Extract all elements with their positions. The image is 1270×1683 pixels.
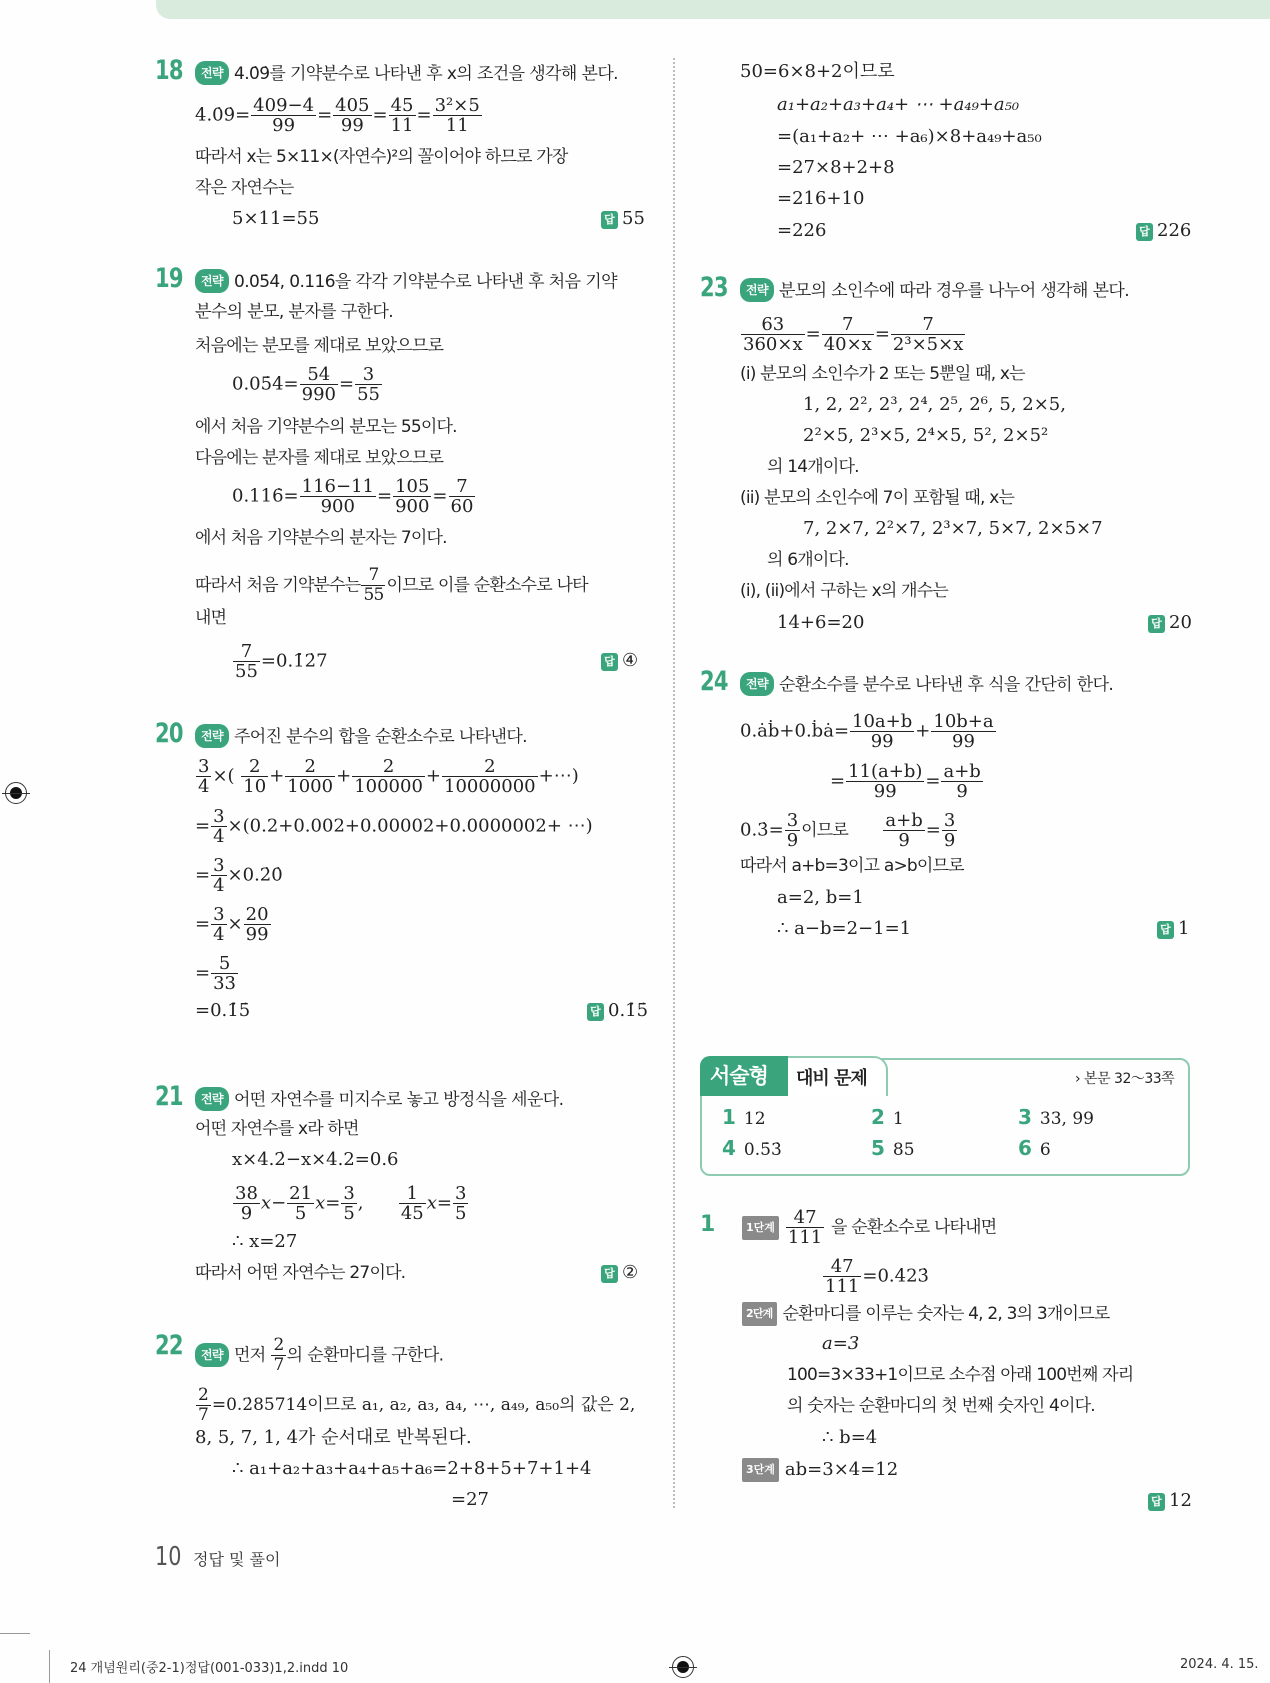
equation: =27×8+2+8 bbox=[777, 157, 895, 178]
strategy-text: 주어진 분수의 합을 순환소수로 나타낸다. bbox=[233, 727, 527, 747]
answer-badge-icon: 답 bbox=[587, 1003, 604, 1021]
strategy-badge: 전략 bbox=[195, 724, 229, 748]
strategy-text: 분수의 분모, 분자를 구한다. bbox=[195, 302, 394, 322]
equation: =226 bbox=[777, 220, 827, 241]
print-slug: 24 개념원리(중2-1)정답(001-033)1,2.indd 10 bbox=[70, 1661, 349, 1676]
essay-answer-item: 5 85 bbox=[871, 1136, 915, 1160]
answer: 답 12 bbox=[1148, 1490, 1192, 1511]
answer-badge-icon: 답 bbox=[1148, 1493, 1165, 1511]
answer: 답 1 bbox=[1157, 918, 1189, 939]
text-line: 따라서 x는 5×11×(자연수)²의 꼴이어야 하므로 가장 bbox=[195, 147, 568, 167]
text-line: 처음에는 분모를 제대로 보았으므로 bbox=[195, 336, 444, 356]
text-line: 8, 5, 7, 1, 4가 순서대로 반복된다. bbox=[195, 1427, 472, 1448]
strategy-badge: 전략 bbox=[195, 1343, 229, 1367]
equation: ∴ x=27 bbox=[232, 1231, 298, 1252]
equation: = $\frac{11(a+b)}{99}$ = $\frac{a+b}{9}$ bbox=[830, 761, 981, 802]
answer-badge-icon: 답 bbox=[1157, 921, 1174, 939]
question-number: 18 bbox=[155, 55, 183, 86]
equation: $\frac{2}{7}$ =0.2̇85714̇이므로 a₁, a₂, a₃, a₄, ⋯, a₄₉, a₅₀의 값은 2, bbox=[198, 1385, 636, 1425]
equation: a=3 bbox=[822, 1333, 860, 1354]
equation: 1, 2, 2², 2³, 2⁴, 2⁵, 2⁶, 5, 2×5, bbox=[803, 394, 1066, 415]
strategy-text: 분모의 소인수에 따라 경우를 나누어 생각해 본다. bbox=[778, 281, 1130, 301]
step-2: 2단계 순환마디를 이루는 숫자는 4, 2, 3의 3개이므로 bbox=[742, 1302, 1109, 1326]
equation: =(a₁+a₂+ ⋯ +a₆)×8+a₄₉+a₅₀ bbox=[777, 126, 1042, 147]
question-number: 24 bbox=[700, 666, 728, 697]
strategy-text: 4.0̇9̇를 기약분수로 나타낸 후 x의 조건을 생각해 본다. bbox=[233, 64, 618, 84]
text-line: 따라서 처음 기약분수는 $\frac{7}{55}$ 이므로 이를 순환소수로 나타 bbox=[195, 565, 588, 605]
strategy-badge: 전략 bbox=[740, 278, 774, 302]
text-line: (ii) 분모의 소인수에 7이 포함될 때, x는 bbox=[740, 488, 1015, 508]
answer: 답 55 bbox=[601, 208, 645, 229]
strategy-badge: 전략 bbox=[195, 61, 229, 85]
text-line: 의 숫자는 순환마디의 첫 번째 숫자인 4이다. bbox=[787, 1396, 1095, 1416]
equation: ∴ a−b=2−1=1 bbox=[777, 918, 912, 939]
strategy-badge: 전략 bbox=[195, 1087, 229, 1111]
equation: 4.0̇9̇= $\frac{409-4}{99}$ = $\frac{405}{99}$ = $\frac{45}{11}$ = $\frac{\text{3²×5}}{11}$ bbox=[195, 95, 480, 136]
answer: 답 0.1̇5̇ bbox=[587, 1000, 648, 1021]
equation: 14+6=20 bbox=[777, 612, 865, 633]
step-badge: 1단계 bbox=[742, 1216, 779, 1240]
step-1: 1단계 $\frac{47}{111}$ 을 순환소수로 나타내면 bbox=[742, 1208, 996, 1247]
strategy-text: 어떤 자연수를 미지수로 놓고 방정식을 세운다. bbox=[233, 1090, 564, 1110]
step-3: 3단계 ab=3×4=12 bbox=[742, 1458, 898, 1482]
essay-tab-label: 대비 문제 bbox=[788, 1056, 888, 1096]
question-number: 22 bbox=[155, 1330, 183, 1361]
essay-answer-item: 4 0.5̇3̇ bbox=[722, 1136, 782, 1160]
text-line: 어떤 자연수를 x라 하면 bbox=[195, 1119, 359, 1139]
equation: a₁+a₂+a₃+a₄+ ⋯ +a₄₉+a₅₀ bbox=[777, 94, 1020, 115]
equation: 7, 2×7, 2²×7, 2³×7, 5×7, 2×5×7 bbox=[803, 518, 1103, 539]
equation: = $\frac{5}{33}$ bbox=[195, 953, 236, 994]
answer: 답 20 bbox=[1148, 612, 1192, 633]
equation: =27 bbox=[451, 1489, 489, 1510]
question-number: 20 bbox=[155, 718, 183, 749]
crop-mark bbox=[0, 1633, 30, 1634]
equation: 0.116̇= $\frac{116-11}{900}$ = $\frac{105}{900}$ = $\frac{7}{60}$ bbox=[232, 476, 474, 517]
strategy-badge: 전략 bbox=[195, 269, 229, 293]
answer-badge-icon: 답 bbox=[1148, 615, 1165, 633]
page-number: 10 bbox=[155, 1542, 182, 1572]
question-number: 19 bbox=[155, 263, 183, 294]
strategy-text: 순환소수를 분수로 나타낸 후 식을 간단히 한다. bbox=[778, 675, 1114, 695]
text-line: 내면 bbox=[195, 608, 227, 628]
step-badge: 2단계 bbox=[742, 1302, 777, 1326]
equation: $\frac{3}{4}$ ×( $\frac{2}{10}$ + $\frac{2}{1000}$ + $\frac{2}{100000}$ + $\frac{2}{10000000}$ +⋯) bbox=[198, 756, 579, 797]
equation: = $\frac{3}{4}$ ×(0.2+0.002+0.00002+0.0000002+ ⋯) bbox=[195, 806, 593, 847]
equation: ∴ b=4 bbox=[822, 1427, 878, 1448]
text-line: 의 6개이다. bbox=[767, 550, 849, 570]
equation: 5×11=55 bbox=[232, 208, 320, 229]
text-line: 에서 처음 기약분수의 분모는 55이다. bbox=[195, 417, 457, 437]
equation: =216+10 bbox=[777, 188, 865, 209]
essay-answer-item: 1 12 bbox=[722, 1105, 766, 1129]
answer: 답 ④ bbox=[601, 650, 638, 671]
equation: = $\frac{3}{4}$ × $\frac{20}{99}$ bbox=[195, 904, 269, 945]
text-line: 다음에는 분자를 제대로 보았으므로 bbox=[195, 448, 444, 468]
equation: $\frac{47}{111}$ =0.4̇23̇ bbox=[825, 1256, 929, 1297]
equation: $\frac{38}{9}$ x− $\frac{21}{5}$ x= $\frac{3}{5}$ , $\frac{1}{45}$ x= $\frac{3}{5}$ bbox=[235, 1183, 467, 1224]
question-number: 21 bbox=[155, 1081, 183, 1112]
answer-badge-icon: 답 bbox=[601, 653, 618, 671]
page-reference: › 본문 32～33쪽 bbox=[1075, 1071, 1175, 1087]
answer-badge-icon: 답 bbox=[601, 1265, 618, 1283]
print-date: 2024. 4. 15. bbox=[1180, 1657, 1259, 1672]
equation: 0.3̇= $\frac{3}{9}$ 이므로 $\frac{a+b}{9}$ = $\frac{3}{9}$ bbox=[740, 810, 956, 851]
equation: 50=6×8+2이므로 bbox=[740, 61, 895, 82]
step-badge: 3단계 bbox=[742, 1458, 779, 1482]
registration-mark-icon bbox=[5, 782, 27, 804]
text-line: 의 14개이다. bbox=[767, 457, 859, 477]
equation: 0.ȧḃ+0.ḃȧ= $\frac{10a+b}{99}$ + $\frac{10b+a}{99}$ bbox=[740, 711, 994, 752]
equation: ∴ a₁+a₂+a₃+a₄+a₅+a₆=2+8+5+7+1+4 bbox=[232, 1458, 592, 1479]
question-number: 23 bbox=[700, 272, 728, 303]
equation: x×4.2̇−x×4.2=0.6 bbox=[232, 1149, 399, 1170]
strategy-badge: 전략 bbox=[740, 672, 774, 696]
text-line: 작은 자연수는 bbox=[195, 178, 294, 198]
essay-answer-item: 3 33, 99 bbox=[1018, 1105, 1094, 1129]
crop-mark bbox=[49, 1650, 50, 1683]
column-divider bbox=[673, 58, 675, 1508]
equation: 2²×5, 2³×5, 2⁴×5, 5², 2×5² bbox=[803, 425, 1049, 446]
answer: 답 ② bbox=[601, 1262, 638, 1283]
text-line: (i), (ii)에서 구하는 x의 개수는 bbox=[740, 581, 948, 601]
equation: a=2, b=1 bbox=[777, 887, 864, 908]
text-line: (i) 분모의 소인수가 2 또는 5뿐일 때, x는 bbox=[740, 364, 1025, 384]
strategy-text: 0.05̇4̇, 0.116̇을 각각 기약분수로 나타낸 후 처음 기약 bbox=[233, 272, 617, 292]
equation: $\frac{63}{360\times x}$ = $\frac{7}{40\times x}$ = $\frac{7}{\text{2³×5×x}}$ bbox=[743, 314, 964, 355]
answer-badge-icon: 답 bbox=[1136, 223, 1153, 241]
equation: = $\frac{3}{4}$ ×0.2̇0̇ bbox=[195, 855, 283, 896]
section-label: 정답 및 풀이 bbox=[193, 1550, 281, 1569]
essay-tab-badge: 서술형 bbox=[700, 1056, 788, 1096]
text-line: 에서 처음 기약분수의 분자는 7이다. bbox=[195, 528, 447, 548]
question-number: 1 bbox=[700, 1212, 716, 1237]
equation: 0.05̇4̇= $\frac{54}{990}$ = $\frac{3}{55}$ bbox=[232, 364, 380, 405]
text-line: 따라서 어떤 자연수는 27이다. bbox=[195, 1263, 406, 1283]
equation: $\frac{7}{55}$ =0.1̇2̇7 bbox=[235, 641, 328, 682]
equation: =0.1̇5̇ bbox=[195, 1000, 251, 1021]
text-line: 100=3×33+1이므로 소수점 아래 100번째 자리 bbox=[787, 1365, 1134, 1385]
top-decor-band bbox=[156, 0, 1270, 19]
answer-badge-icon: 답 bbox=[601, 211, 618, 229]
essay-answer-item: 6 6 bbox=[1018, 1136, 1051, 1160]
essay-answer-item: 2 1 bbox=[871, 1105, 904, 1129]
answer: 답 226 bbox=[1136, 220, 1191, 241]
text-line: 따라서 a+b=3이고 a>b이므로 bbox=[740, 856, 964, 876]
registration-mark-icon bbox=[672, 1656, 694, 1678]
